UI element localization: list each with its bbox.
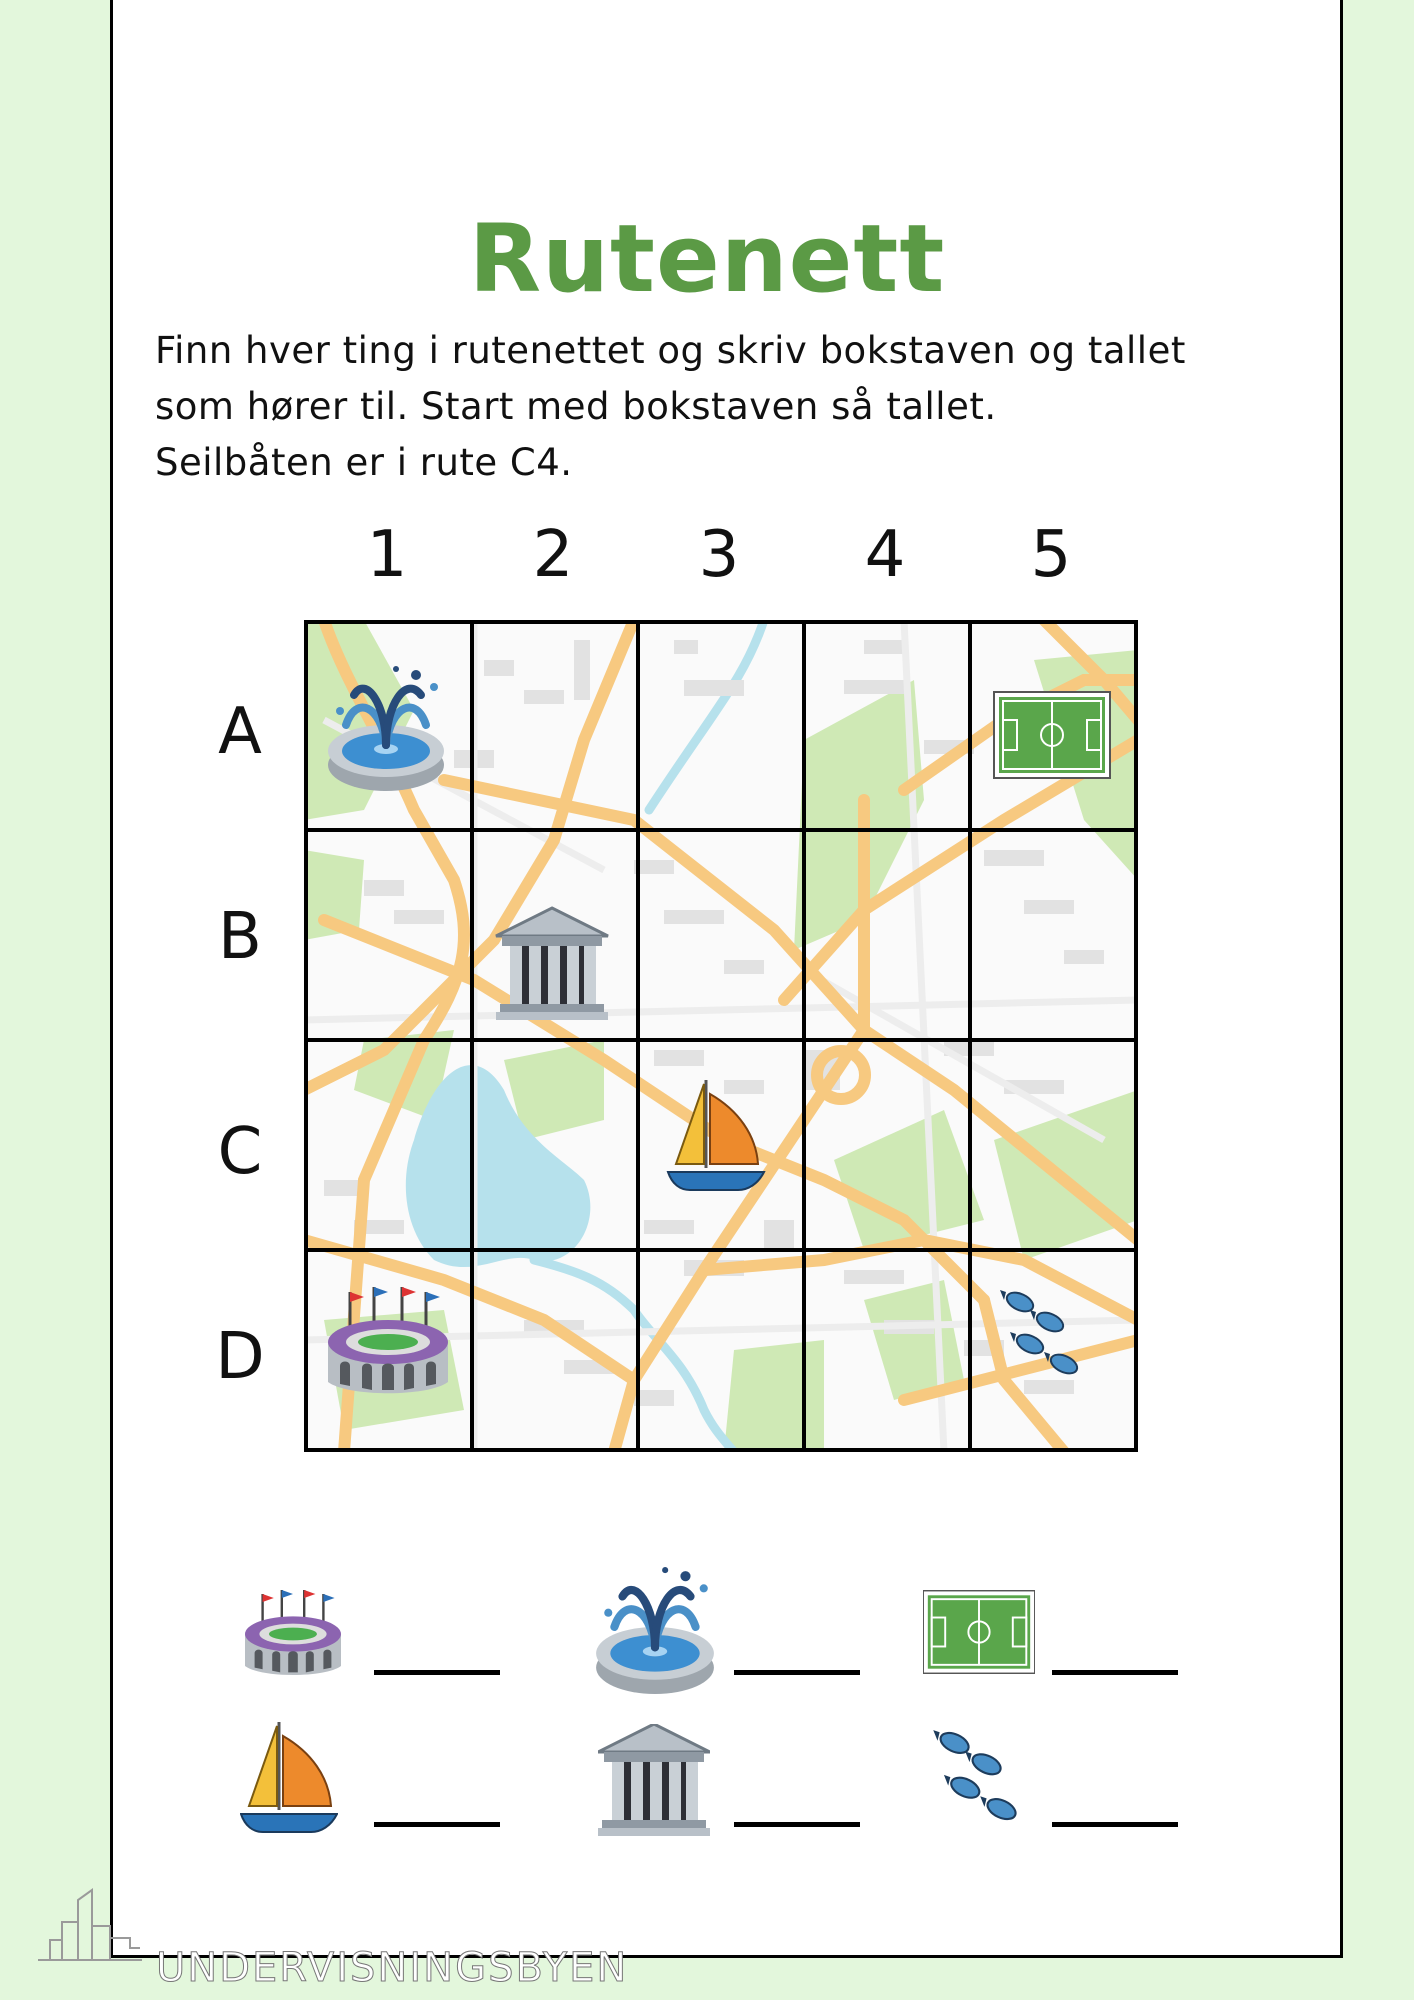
column-label: 5 xyxy=(1030,518,1072,592)
answer-line[interactable] xyxy=(734,1822,860,1827)
map-grid xyxy=(304,620,1138,1452)
instruction-line: Finn hver ting i rutenettet og skriv bokstaven og tallet xyxy=(155,329,1186,372)
row-label: B xyxy=(218,900,262,974)
column-label: 1 xyxy=(366,518,408,592)
museum-icon xyxy=(598,1724,710,1836)
answer-line[interactable] xyxy=(1052,1670,1178,1675)
page-title: Rutenett xyxy=(468,205,946,314)
answer-item xyxy=(236,1586,350,1682)
stadium-icon xyxy=(236,1586,350,1678)
answer-item xyxy=(932,1728,1022,1828)
answer-line[interactable] xyxy=(734,1670,860,1675)
soccer-field-icon xyxy=(994,692,1110,778)
brand-name: UNDERVISNINGSBYEN xyxy=(156,1945,629,1991)
fountain-icon xyxy=(594,1566,716,1696)
answer-line[interactable] xyxy=(1052,1822,1178,1827)
soccer-field-icon xyxy=(923,1590,1035,1674)
answer-item xyxy=(598,1724,710,1840)
answer-item xyxy=(594,1566,716,1700)
row-label: D xyxy=(215,1320,265,1394)
instruction-line: som hører til. Start med bokstaven så tallet. xyxy=(155,385,997,428)
row-label: C xyxy=(217,1115,263,1189)
city-skyline-icon xyxy=(30,1870,150,1966)
column-label: 4 xyxy=(864,518,906,592)
answer-line[interactable] xyxy=(374,1822,500,1827)
sailboat-icon xyxy=(240,1722,338,1834)
column-label: 2 xyxy=(532,518,574,592)
column-label: 3 xyxy=(698,518,740,592)
answer-item xyxy=(240,1722,338,1838)
fish-icon xyxy=(932,1728,1022,1824)
map-grid-svg xyxy=(304,620,1138,1452)
row-label: A xyxy=(218,695,262,769)
answer-item xyxy=(923,1590,1035,1678)
instruction-line: Seilbåten er i rute C4. xyxy=(155,441,573,484)
instructions xyxy=(155,323,1295,491)
answer-line[interactable] xyxy=(374,1670,500,1675)
